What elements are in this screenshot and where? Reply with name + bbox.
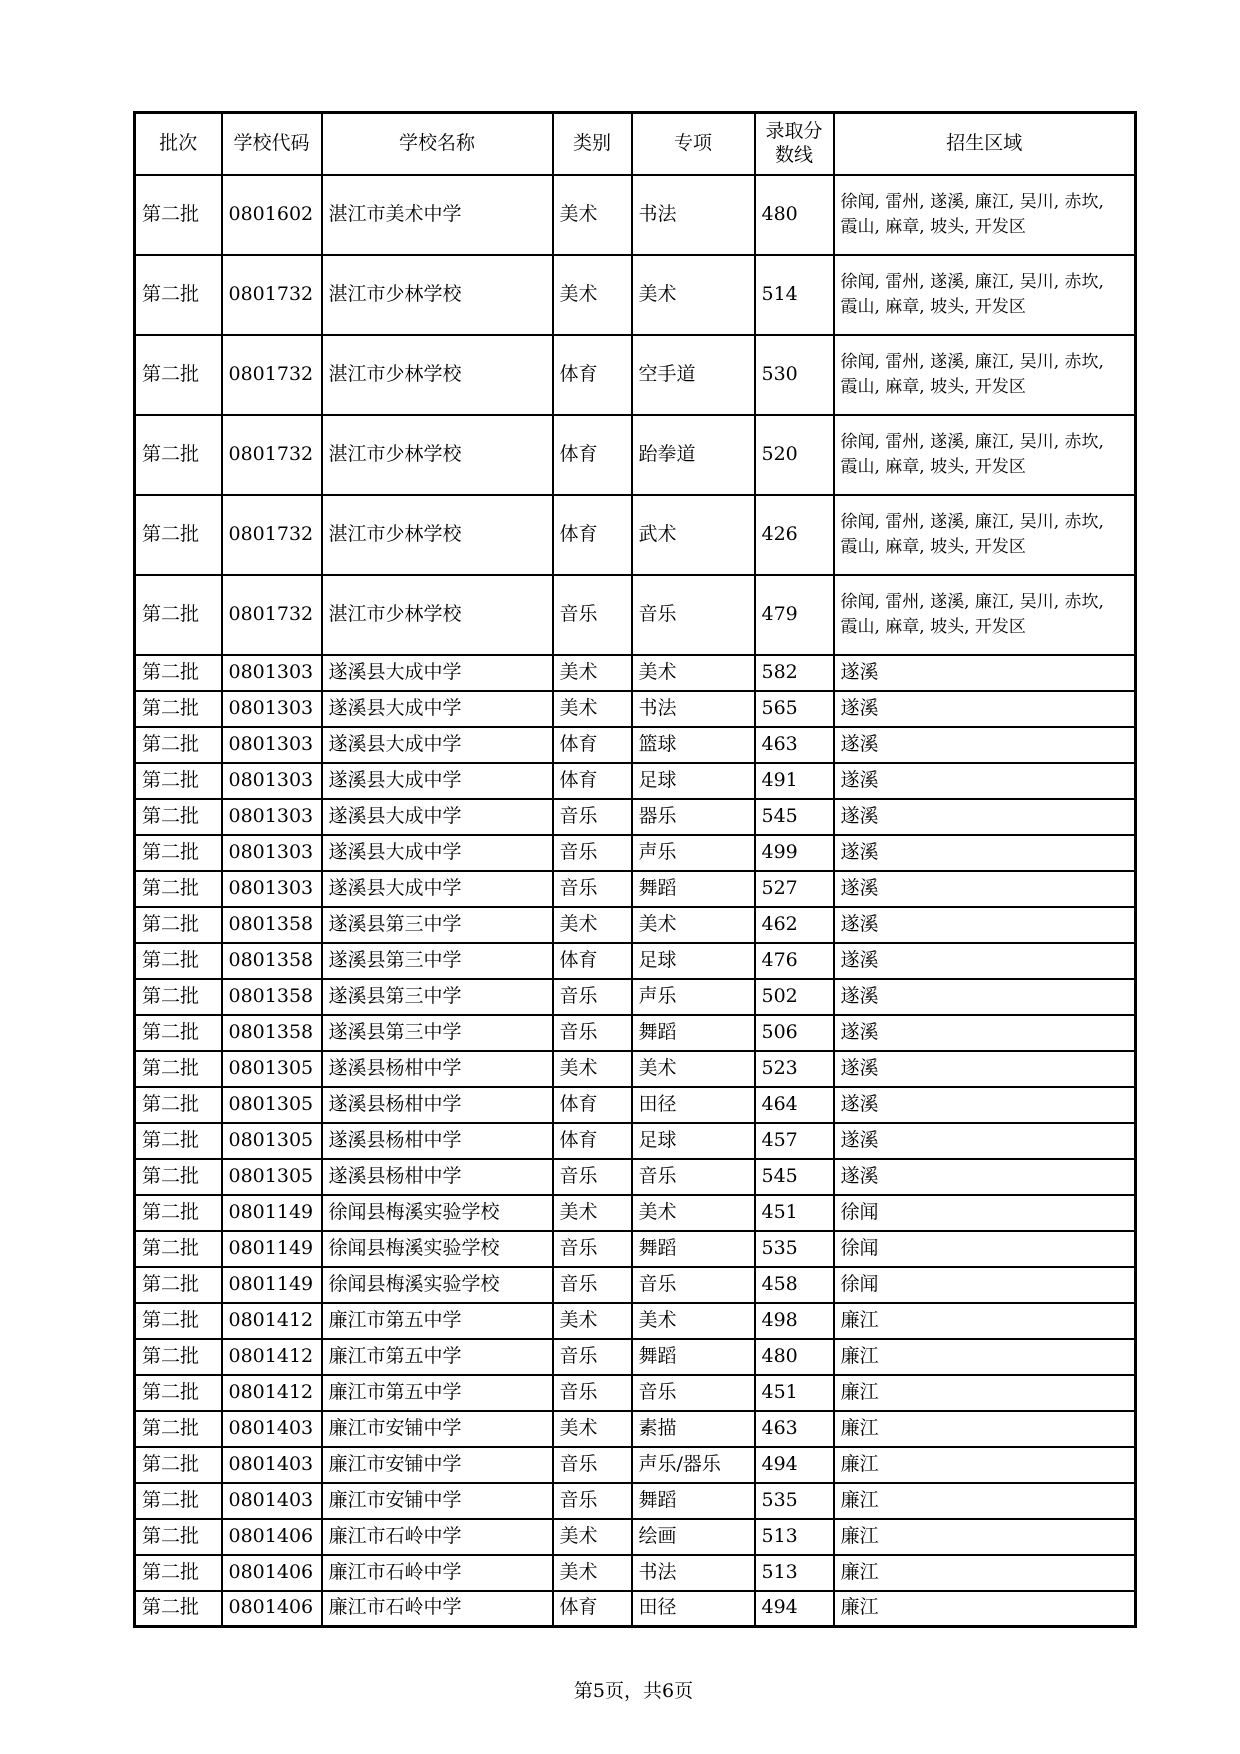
cell-school: 遂溪县第三中学 bbox=[322, 907, 553, 943]
cell-school: 遂溪县大成中学 bbox=[322, 835, 553, 871]
cell-code: 0801149 bbox=[222, 1195, 322, 1231]
cell-specialty: 器乐 bbox=[632, 799, 755, 835]
cell-area: 遂溪 bbox=[834, 1123, 1136, 1159]
table-row bbox=[135, 1555, 1136, 1591]
cell-code: 0801732 bbox=[222, 495, 322, 575]
table-row bbox=[135, 835, 1136, 871]
cell-score: 520 bbox=[755, 415, 834, 495]
cell-batch: 第二批 bbox=[135, 1195, 222, 1231]
cell-category: 体育 bbox=[553, 763, 632, 799]
cell-area: 遂溪 bbox=[834, 655, 1136, 691]
cell-code: 0801412 bbox=[222, 1339, 322, 1375]
table-row bbox=[135, 255, 1136, 335]
cell-category: 音乐 bbox=[553, 835, 632, 871]
cell-batch: 第二批 bbox=[135, 415, 222, 495]
cell-category: 美术 bbox=[553, 1303, 632, 1339]
cell-specialty: 篮球 bbox=[632, 727, 755, 763]
cell-specialty: 舞蹈 bbox=[632, 1015, 755, 1051]
cell-area: 徐闻, 雷州, 遂溪, 廉江, 吴川, 赤坎, 霞山, 麻章, 坡头, 开发区 bbox=[834, 175, 1136, 255]
column-header-batch: 批次 bbox=[135, 113, 222, 175]
cell-area: 遂溪 bbox=[834, 871, 1136, 907]
cell-batch: 第二批 bbox=[135, 1411, 222, 1447]
cell-batch: 第二批 bbox=[135, 1303, 222, 1339]
cell-school: 廉江市第五中学 bbox=[322, 1375, 553, 1411]
column-header-code: 学校代码 bbox=[222, 113, 322, 175]
cell-code: 0801303 bbox=[222, 691, 322, 727]
cell-specialty: 声乐/器乐 bbox=[632, 1447, 755, 1483]
cell-area: 廉江 bbox=[834, 1591, 1136, 1627]
cell-code: 0801732 bbox=[222, 335, 322, 415]
cell-code: 0801403 bbox=[222, 1411, 322, 1447]
cell-category: 音乐 bbox=[553, 1159, 632, 1195]
cell-batch: 第二批 bbox=[135, 1483, 222, 1519]
table-row bbox=[135, 1015, 1136, 1051]
cell-category: 音乐 bbox=[553, 871, 632, 907]
cell-batch: 第二批 bbox=[135, 763, 222, 799]
cell-score: 494 bbox=[755, 1447, 834, 1483]
cell-code: 0801358 bbox=[222, 979, 322, 1015]
cell-batch: 第二批 bbox=[135, 335, 222, 415]
cell-category: 美术 bbox=[553, 1195, 632, 1231]
cell-batch: 第二批 bbox=[135, 1591, 222, 1627]
table-row bbox=[135, 1267, 1136, 1303]
cell-specialty: 书法 bbox=[632, 1555, 755, 1591]
cell-code: 0801303 bbox=[222, 727, 322, 763]
cell-specialty: 美术 bbox=[632, 1303, 755, 1339]
cell-batch: 第二批 bbox=[135, 835, 222, 871]
cell-code: 0801412 bbox=[222, 1303, 322, 1339]
cell-area: 廉江 bbox=[834, 1483, 1136, 1519]
cell-score: 498 bbox=[755, 1303, 834, 1339]
cell-category: 美术 bbox=[553, 655, 632, 691]
cell-area: 廉江 bbox=[834, 1375, 1136, 1411]
cell-category: 体育 bbox=[553, 415, 632, 495]
table-row bbox=[135, 175, 1136, 255]
cell-specialty: 美术 bbox=[632, 255, 755, 335]
cell-school: 湛江市少林学校 bbox=[322, 255, 553, 335]
cell-score: 535 bbox=[755, 1483, 834, 1519]
cell-school: 遂溪县大成中学 bbox=[322, 727, 553, 763]
cell-score: 464 bbox=[755, 1087, 834, 1123]
table-row bbox=[135, 335, 1136, 415]
cell-specialty: 武术 bbox=[632, 495, 755, 575]
cell-school: 遂溪县杨柑中学 bbox=[322, 1123, 553, 1159]
table-row bbox=[135, 1375, 1136, 1411]
cell-score: 545 bbox=[755, 1159, 834, 1195]
cell-batch: 第二批 bbox=[135, 255, 222, 335]
cell-code: 0801412 bbox=[222, 1375, 322, 1411]
cell-batch: 第二批 bbox=[135, 907, 222, 943]
cell-code: 0801732 bbox=[222, 575, 322, 655]
cell-batch: 第二批 bbox=[135, 655, 222, 691]
cell-score: 480 bbox=[755, 175, 834, 255]
cell-specialty: 绘画 bbox=[632, 1519, 755, 1555]
cell-score: 494 bbox=[755, 1591, 834, 1627]
cell-category: 体育 bbox=[553, 1123, 632, 1159]
cell-category: 美术 bbox=[553, 1051, 632, 1087]
cell-batch: 第二批 bbox=[135, 1339, 222, 1375]
column-header-category: 类别 bbox=[553, 113, 632, 175]
cell-school: 遂溪县第三中学 bbox=[322, 1015, 553, 1051]
cell-category: 美术 bbox=[553, 175, 632, 255]
table-row bbox=[135, 1051, 1136, 1087]
cell-category: 音乐 bbox=[553, 1267, 632, 1303]
column-header-area: 招生区域 bbox=[834, 113, 1136, 175]
cell-code: 0801305 bbox=[222, 1087, 322, 1123]
table-row bbox=[135, 1519, 1136, 1555]
table-row bbox=[135, 691, 1136, 727]
cell-area: 徐闻 bbox=[834, 1195, 1136, 1231]
cell-area: 徐闻, 雷州, 遂溪, 廉江, 吴川, 赤坎, 霞山, 麻章, 坡头, 开发区 bbox=[834, 255, 1136, 335]
cell-specialty: 书法 bbox=[632, 691, 755, 727]
table-row bbox=[135, 495, 1136, 575]
cell-school: 徐闻县梅溪实验学校 bbox=[322, 1267, 553, 1303]
cell-school: 遂溪县大成中学 bbox=[322, 799, 553, 835]
cell-specialty: 舞蹈 bbox=[632, 1231, 755, 1267]
table-row bbox=[135, 1159, 1136, 1195]
cell-category: 体育 bbox=[553, 943, 632, 979]
cell-batch: 第二批 bbox=[135, 1123, 222, 1159]
cell-code: 0801406 bbox=[222, 1519, 322, 1555]
cell-area: 廉江 bbox=[834, 1303, 1136, 1339]
cell-category: 美术 bbox=[553, 907, 632, 943]
cell-school: 湛江市少林学校 bbox=[322, 335, 553, 415]
table-row bbox=[135, 1447, 1136, 1483]
cell-code: 0801732 bbox=[222, 255, 322, 335]
cell-score: 476 bbox=[755, 943, 834, 979]
cell-code: 0801149 bbox=[222, 1231, 322, 1267]
cell-category: 美术 bbox=[553, 1519, 632, 1555]
cell-category: 音乐 bbox=[553, 1339, 632, 1375]
cell-category: 体育 bbox=[553, 495, 632, 575]
cell-batch: 第二批 bbox=[135, 1015, 222, 1051]
cell-score: 462 bbox=[755, 907, 834, 943]
table-row bbox=[135, 655, 1136, 691]
cell-score: 530 bbox=[755, 335, 834, 415]
table-row bbox=[135, 1591, 1136, 1627]
cell-score: 565 bbox=[755, 691, 834, 727]
cell-specialty: 书法 bbox=[632, 175, 755, 255]
cell-specialty: 美术 bbox=[632, 907, 755, 943]
cell-score: 513 bbox=[755, 1519, 834, 1555]
cell-score: 514 bbox=[755, 255, 834, 335]
cell-category: 美术 bbox=[553, 691, 632, 727]
cell-code: 0801602 bbox=[222, 175, 322, 255]
cell-score: 463 bbox=[755, 1411, 834, 1447]
cell-school: 廉江市安铺中学 bbox=[322, 1483, 553, 1519]
cell-batch: 第二批 bbox=[135, 727, 222, 763]
cell-area: 遂溪 bbox=[834, 799, 1136, 835]
cell-batch: 第二批 bbox=[135, 1051, 222, 1087]
cell-school: 遂溪县大成中学 bbox=[322, 655, 553, 691]
column-header-school: 学校名称 bbox=[322, 113, 553, 175]
table-row bbox=[135, 943, 1136, 979]
cell-area: 徐闻 bbox=[834, 1267, 1136, 1303]
cell-score: 506 bbox=[755, 1015, 834, 1051]
cell-school: 廉江市石岭中学 bbox=[322, 1555, 553, 1591]
cell-score: 545 bbox=[755, 799, 834, 835]
cell-batch: 第二批 bbox=[135, 1519, 222, 1555]
cell-score: 499 bbox=[755, 835, 834, 871]
cell-batch: 第二批 bbox=[135, 1555, 222, 1591]
cell-code: 0801303 bbox=[222, 763, 322, 799]
cell-specialty: 足球 bbox=[632, 1123, 755, 1159]
cell-score: 457 bbox=[755, 1123, 834, 1159]
cell-code: 0801303 bbox=[222, 871, 322, 907]
cell-batch: 第二批 bbox=[135, 575, 222, 655]
cell-category: 音乐 bbox=[553, 979, 632, 1015]
cell-school: 遂溪县第三中学 bbox=[322, 979, 553, 1015]
table-row bbox=[135, 979, 1136, 1015]
cell-area: 廉江 bbox=[834, 1519, 1136, 1555]
cell-school: 遂溪县杨柑中学 bbox=[322, 1087, 553, 1123]
cell-area: 遂溪 bbox=[834, 1051, 1136, 1087]
cell-code: 0801303 bbox=[222, 835, 322, 871]
cell-area: 遂溪 bbox=[834, 1087, 1136, 1123]
cell-category: 美术 bbox=[553, 1411, 632, 1447]
cell-specialty: 足球 bbox=[632, 943, 755, 979]
cell-school: 湛江市少林学校 bbox=[322, 415, 553, 495]
table-row bbox=[135, 575, 1136, 655]
cell-specialty: 声乐 bbox=[632, 835, 755, 871]
cell-batch: 第二批 bbox=[135, 1267, 222, 1303]
cell-code: 0801358 bbox=[222, 907, 322, 943]
cell-score: 535 bbox=[755, 1231, 834, 1267]
cell-batch: 第二批 bbox=[135, 1231, 222, 1267]
table-row bbox=[135, 907, 1136, 943]
cell-area: 遂溪 bbox=[834, 943, 1136, 979]
table-row bbox=[135, 1483, 1136, 1519]
cell-specialty: 空手道 bbox=[632, 335, 755, 415]
cell-area: 徐闻 bbox=[834, 1231, 1136, 1267]
cell-batch: 第二批 bbox=[135, 871, 222, 907]
cell-score: 480 bbox=[755, 1339, 834, 1375]
cell-school: 遂溪县大成中学 bbox=[322, 871, 553, 907]
cell-score: 491 bbox=[755, 763, 834, 799]
cell-code: 0801149 bbox=[222, 1267, 322, 1303]
cell-school: 廉江市石岭中学 bbox=[322, 1591, 553, 1627]
cell-specialty: 足球 bbox=[632, 763, 755, 799]
cell-category: 音乐 bbox=[553, 1015, 632, 1051]
cell-school: 廉江市安铺中学 bbox=[322, 1411, 553, 1447]
cell-specialty: 美术 bbox=[632, 1051, 755, 1087]
cell-school: 徐闻县梅溪实验学校 bbox=[322, 1195, 553, 1231]
cell-batch: 第二批 bbox=[135, 691, 222, 727]
table-row bbox=[135, 799, 1136, 835]
table-row bbox=[135, 763, 1136, 799]
cell-code: 0801305 bbox=[222, 1051, 322, 1087]
cell-batch: 第二批 bbox=[135, 979, 222, 1015]
cell-specialty: 美术 bbox=[632, 1195, 755, 1231]
table-row bbox=[135, 415, 1136, 495]
cell-specialty: 跆拳道 bbox=[632, 415, 755, 495]
cell-code: 0801358 bbox=[222, 943, 322, 979]
cell-category: 音乐 bbox=[553, 1231, 632, 1267]
table-row bbox=[135, 1087, 1136, 1123]
cell-specialty: 田径 bbox=[632, 1591, 755, 1627]
table-row bbox=[135, 871, 1136, 907]
cell-score: 479 bbox=[755, 575, 834, 655]
cell-category: 美术 bbox=[553, 255, 632, 335]
cell-specialty: 素描 bbox=[632, 1411, 755, 1447]
cell-school: 遂溪县大成中学 bbox=[322, 763, 553, 799]
cell-category: 音乐 bbox=[553, 575, 632, 655]
cell-category: 体育 bbox=[553, 335, 632, 415]
cell-school: 遂溪县第三中学 bbox=[322, 943, 553, 979]
cell-school: 湛江市美术中学 bbox=[322, 175, 553, 255]
cell-area: 遂溪 bbox=[834, 727, 1136, 763]
cell-category: 体育 bbox=[553, 727, 632, 763]
cell-school: 湛江市少林学校 bbox=[322, 575, 553, 655]
cell-school: 廉江市石岭中学 bbox=[322, 1519, 553, 1555]
page-number-footer: 第5页，共6页 bbox=[573, 1680, 694, 1702]
cell-code: 0801732 bbox=[222, 415, 322, 495]
cell-area: 遂溪 bbox=[834, 979, 1136, 1015]
table-row bbox=[135, 1303, 1136, 1339]
cell-specialty: 音乐 bbox=[632, 1375, 755, 1411]
cell-category: 体育 bbox=[553, 1591, 632, 1627]
cell-code: 0801303 bbox=[222, 655, 322, 691]
cell-score: 523 bbox=[755, 1051, 834, 1087]
cell-batch: 第二批 bbox=[135, 495, 222, 575]
cell-specialty: 美术 bbox=[632, 655, 755, 691]
cell-category: 音乐 bbox=[553, 799, 632, 835]
table-row bbox=[135, 1195, 1136, 1231]
cell-specialty: 舞蹈 bbox=[632, 871, 755, 907]
cell-school: 廉江市安铺中学 bbox=[322, 1447, 553, 1483]
cell-area: 遂溪 bbox=[834, 691, 1136, 727]
cell-batch: 第二批 bbox=[135, 943, 222, 979]
cell-area: 廉江 bbox=[834, 1447, 1136, 1483]
cell-school: 湛江市少林学校 bbox=[322, 495, 553, 575]
cell-category: 美术 bbox=[553, 1555, 632, 1591]
cell-school: 徐闻县梅溪实验学校 bbox=[322, 1231, 553, 1267]
cell-code: 0801303 bbox=[222, 799, 322, 835]
cell-score: 451 bbox=[755, 1375, 834, 1411]
cell-area: 遂溪 bbox=[834, 1015, 1136, 1051]
cell-category: 音乐 bbox=[553, 1447, 632, 1483]
cell-code: 0801403 bbox=[222, 1483, 322, 1519]
admission-score-table bbox=[133, 111, 1137, 1628]
cell-category: 音乐 bbox=[553, 1483, 632, 1519]
cell-code: 0801305 bbox=[222, 1123, 322, 1159]
cell-area: 遂溪 bbox=[834, 907, 1136, 943]
cell-score: 513 bbox=[755, 1555, 834, 1591]
cell-specialty: 声乐 bbox=[632, 979, 755, 1015]
cell-specialty: 音乐 bbox=[632, 1159, 755, 1195]
column-header-specialty: 专项 bbox=[632, 113, 755, 175]
cell-specialty: 田径 bbox=[632, 1087, 755, 1123]
cell-score: 426 bbox=[755, 495, 834, 575]
column-header-score: 录取分数线 bbox=[755, 113, 834, 175]
cell-specialty: 舞蹈 bbox=[632, 1483, 755, 1519]
cell-code: 0801406 bbox=[222, 1591, 322, 1627]
cell-batch: 第二批 bbox=[135, 1087, 222, 1123]
cell-code: 0801403 bbox=[222, 1447, 322, 1483]
cell-school: 廉江市第五中学 bbox=[322, 1303, 553, 1339]
cell-category: 体育 bbox=[553, 1087, 632, 1123]
cell-area: 徐闻, 雷州, 遂溪, 廉江, 吴川, 赤坎, 霞山, 麻章, 坡头, 开发区 bbox=[834, 495, 1136, 575]
cell-score: 463 bbox=[755, 727, 834, 763]
cell-specialty: 音乐 bbox=[632, 575, 755, 655]
cell-school: 遂溪县杨柑中学 bbox=[322, 1159, 553, 1195]
cell-code: 0801406 bbox=[222, 1555, 322, 1591]
cell-score: 527 bbox=[755, 871, 834, 907]
cell-category: 音乐 bbox=[553, 1375, 632, 1411]
cell-area: 遂溪 bbox=[834, 1159, 1136, 1195]
header-row bbox=[135, 113, 1136, 175]
cell-specialty: 音乐 bbox=[632, 1267, 755, 1303]
cell-area: 遂溪 bbox=[834, 763, 1136, 799]
cell-batch: 第二批 bbox=[135, 1375, 222, 1411]
table-row bbox=[135, 727, 1136, 763]
cell-batch: 第二批 bbox=[135, 1447, 222, 1483]
cell-school: 遂溪县大成中学 bbox=[322, 691, 553, 727]
cell-area: 廉江 bbox=[834, 1555, 1136, 1591]
cell-school: 遂溪县杨柑中学 bbox=[322, 1051, 553, 1087]
cell-batch: 第二批 bbox=[135, 1159, 222, 1195]
cell-area: 廉江 bbox=[834, 1339, 1136, 1375]
table-row bbox=[135, 1411, 1136, 1447]
cell-area: 徐闻, 雷州, 遂溪, 廉江, 吴川, 赤坎, 霞山, 麻章, 坡头, 开发区 bbox=[834, 575, 1136, 655]
cell-area: 廉江 bbox=[834, 1411, 1136, 1447]
cell-area: 徐闻, 雷州, 遂溪, 廉江, 吴川, 赤坎, 霞山, 麻章, 坡头, 开发区 bbox=[834, 415, 1136, 495]
cell-school: 廉江市第五中学 bbox=[322, 1339, 553, 1375]
table-row bbox=[135, 1231, 1136, 1267]
cell-batch: 第二批 bbox=[135, 175, 222, 255]
cell-area: 遂溪 bbox=[834, 835, 1136, 871]
cell-area: 徐闻, 雷州, 遂溪, 廉江, 吴川, 赤坎, 霞山, 麻章, 坡头, 开发区 bbox=[834, 335, 1136, 415]
cell-code: 0801358 bbox=[222, 1015, 322, 1051]
cell-score: 502 bbox=[755, 979, 834, 1015]
cell-code: 0801305 bbox=[222, 1159, 322, 1195]
cell-specialty: 舞蹈 bbox=[632, 1339, 755, 1375]
cell-score: 582 bbox=[755, 655, 834, 691]
cell-score: 458 bbox=[755, 1267, 834, 1303]
cell-batch: 第二批 bbox=[135, 799, 222, 835]
table-row bbox=[135, 1339, 1136, 1375]
table-row bbox=[135, 1123, 1136, 1159]
cell-score: 451 bbox=[755, 1195, 834, 1231]
table-body bbox=[135, 175, 1136, 1627]
